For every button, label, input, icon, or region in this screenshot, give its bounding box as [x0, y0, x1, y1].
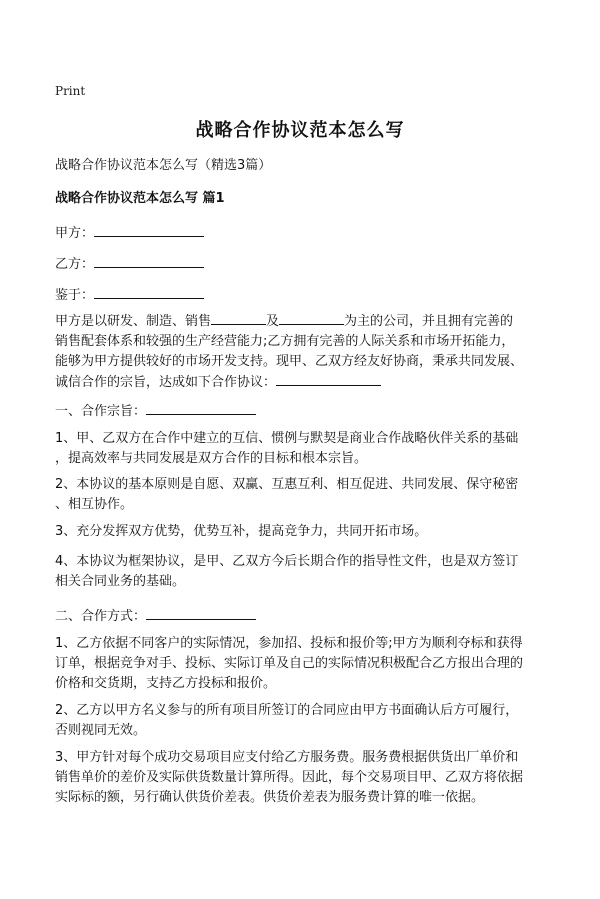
- party-a-field: [55, 222, 204, 241]
- whereas-field: [55, 284, 204, 303]
- intro-line-4: 诚信合作的宗旨，达成如下合作协议：: [55, 372, 550, 393]
- intro-line-3: 能够为甲方提供较好的市场开发支持。现甲、乙双方经友好协商，秉承共同发展、: [55, 354, 524, 369]
- intro-paragraph: [55, 311, 550, 393]
- method-item-2: 2、乙方以甲方名义参与的所有项目所签订的合同应由甲方书面确认后方可履行， 否则视同无效。: [55, 703, 519, 738]
- party-b-label: 乙方：: [55, 257, 95, 272]
- method-item-1: 1、乙方依据不同客户的实际情况，参加招、投标和报价等;甲方为顺利夺标和获得 订单，根据竞争对手、投标、实际订单及自己的实际情况积极配合乙方报出合理的 价格和交货期，支持乙方投标和报价。: [55, 636, 524, 691]
- product-blank-1: [211, 311, 266, 325]
- purpose-heading: 一、合作宗旨：: [55, 400, 256, 419]
- party-a-label: 甲方：: [55, 226, 95, 241]
- product-blank-2: [279, 311, 344, 325]
- purpose-item-4: 4、本协议为框架协议，是甲、乙双方今后长期合作的指导性文件，也是双方签订 相关合同业务的基础。: [55, 554, 519, 589]
- purpose-item-2: 2、本协议的基本原则是自愿、双赢、互惠互利、相互促进、共同发展、保守秘密 、相互协作。: [55, 477, 519, 512]
- intro-line-1: 甲方是以研发、制造、销售 及 为主的公司，并且拥有完善的: [55, 311, 550, 332]
- whereas-label: 鉴于：: [55, 288, 95, 303]
- method-item-3: 3、甲方针对每个成功交易项目应支付给乙方服务费。服务费根据供货出厂单价和 销售单价的差价及实际供货数量计算所得。因此，每个交易项目甲、乙双方将依据 实际标的额，另行确认供货价差表。供货价差表为服务费计算的唯一依据。: [55, 750, 524, 805]
- method-heading: 二、合作方式：: [55, 605, 256, 624]
- section-title: 战略合作协议范本怎么写 篇1: [55, 191, 225, 206]
- purpose-blank: [146, 401, 256, 415]
- party-b-blank: [94, 254, 204, 268]
- party-b-field: [55, 253, 204, 272]
- intro-line-2: 销售配套体系和较强的生产经营能力;乙方拥有完善的人际关系和市场开拓能力，: [55, 334, 515, 349]
- method-blank: [146, 606, 256, 620]
- document-subtitle: 战略合作协议范本怎么写（精选3篇）: [55, 158, 272, 173]
- print-link[interactable]: Print: [55, 84, 86, 98]
- page-title: 战略合作协议范本怎么写: [195, 120, 405, 141]
- agreement-blank: [276, 372, 381, 386]
- whereas-blank: [94, 285, 204, 299]
- party-a-blank: [94, 223, 204, 237]
- purpose-item-1: 1、甲、乙双方在合作中建立的互信、惯例与默契是商业合作战略伙伴关系的基础 ，提高效率与共同发展是双方合作的目标和根本宗旨。: [55, 431, 519, 466]
- purpose-item-3: 3、充分发挥双方优势，优势互补，提高竞争力，共同开拓市场。: [55, 524, 428, 539]
